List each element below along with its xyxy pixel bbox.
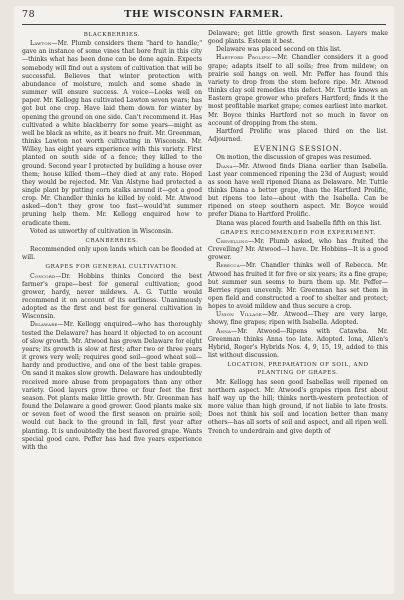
paragraph (208, 238, 388, 262)
paragraph (22, 273, 202, 322)
paragraph-text: Diana was placed fourth and Isabella fifth on this list. (216, 219, 382, 227)
paragraph-text: —Mr. Plumb considers them "hard to handle;" gave an instance of some vines that bore fruit in this city—thinks what has been done can be done again. Expects somebody will find out a system of cultivation that will be successful. Believes that winter protection with abundance of moisture, mulch and some shade in summer will ensure success. A voice—Looks well on paper. Mr. Kellogg has cultivated Lawton seven years; has got but one crop. Have laid them down for winter by opening the ground on one side. Can't recommend it. Has cultivated a white blackberry for some years—might as well be black as white, as it bears no fruit. Mr. Greenman, thinks Lawton not worth cultivating in Wisconsin. Mr. Willey, has eight years experience with this variety. First planted on south side of a fence; they killed to the ground. Second year I protected by building a house over them; house killed them—they died at any rate. Hoped they would be rejected. Mr. Van Alstyne had protected a single plant by putting corn stalks around it—got a good crop. Mr. Chandler thinks he killed by cold. Mr. Atwood asked—don't they grow too fast—would'nt summer pruning help them. Mr. Kellogg enquired how to eradicate them. (22, 40, 202, 227)
header-rule (22, 24, 386, 25)
variety-name: Anna (216, 327, 232, 335)
paragraph (208, 30, 388, 46)
paragraph-text: —Mr. Plumb asked, who has fruited the Crevelling? Mr. Atwood—I have. Dr. Hobbins—It is a good grower. (208, 237, 388, 262)
variety-name: Crevelling (216, 237, 248, 245)
right-column (208, 30, 388, 592)
section-heading: EVENING SESSION. (253, 144, 343, 154)
paragraph-text: —Mr. Chandler considers it a good grape; adapts itself to all soils; free from mildew; on prairie soil hangs on well. Mr. Peffer has found this variety to drop from the stem before ripe. Mr. Atwood thinks clay soil remedies this defect. Mr. Tuttle knows an Eastern grape grower who prefers Hartford; finds it the most profitable market grape; comes earliest into market. Mr. Boyce thinks Hartford not so much in favor on account of dropping from the stem. (208, 54, 388, 127)
paragraph-text: Delaware; get little growth first season. Layers make good plants. Esteem it best. (208, 30, 388, 46)
paragraph (208, 262, 388, 311)
paragraph (22, 246, 202, 262)
section-heading: BLACKBERRIES. (83, 32, 141, 38)
variety-name: Concord (30, 272, 56, 280)
paragraph-text: Recommended only upon lands which can be flooded at will. (22, 246, 202, 262)
paragraph (208, 54, 388, 127)
paragraph (208, 46, 388, 54)
paragraph (208, 328, 388, 361)
paragraph (22, 40, 202, 228)
variety-name: Rebecca (216, 262, 240, 270)
paragraph-text: —Mr. Atwood—Ripens with Catawba. Mr. Greenman thinks Anna too late. Adopted. Iona, Allen's Hybrid, Roger's Hybrids Nos. 4, 9, 15, 19, added to this list without discussion. (208, 327, 388, 360)
paragraph-text: —Mr. Atwood—They are very large, showy, fine grapes; ripen with Isabella. Adopted. (208, 311, 388, 327)
paragraph-text: On motion, the discussion of grapes was resumed. (216, 154, 372, 162)
paragraph (22, 228, 202, 236)
variety-name: Diana (216, 162, 233, 170)
paragraph-text: Voted as unworthy of cultivation in Wisconsin. (30, 227, 174, 235)
paragraph-text: Delaware was placed second on this list. (216, 46, 342, 54)
paragraph-text: Mr. Kellogg has seen good Isabellas well ripened on northern aspect. Mr. Atwood's grapes ripen first about half way up the hill; thinks north-western protection of more value than high ground, if not liable to late frosts. Does not think his soil and location better than many others—has all sorts of soil and aspect, and all ripen well. Trench to underdrain and give depth of (208, 378, 388, 435)
paragraph-text: —Mr. Chandler thinks well of Rebecca. Mr. Atwood has fruited it for five or six years; its a fine grape; but summer sun seems to burn them up. Mr. Peffer—Berries ripen unevenly. Mr. Greenman has set them in open field and constructed a roof to shelter and protect; hopes to avoid mildew and thus secure a crop. (208, 262, 388, 311)
variety-name: Union Village (216, 311, 262, 319)
paragraph (208, 128, 388, 144)
variety-name: Lawton (30, 40, 52, 48)
paragraph (208, 311, 388, 327)
paragraph-text: Hartford Prolific was placed third on the list. Adjourned. (208, 127, 388, 144)
paragraph (22, 321, 202, 452)
paragraph-text: —Mr. Atwood finds Diana earlier than Isabella. Last year commenced ripening the 23d of August; would as soon have well ripened Diana as Delaware. Mr. Tuttle thinks Diana a better grape, than the Hartford Prolific, but ripens too late—about with the Isabella. Can be ripened on steep southern aspect. Mr. Boyce would prefer Diana to Hartford Prolific. (208, 162, 388, 219)
section-heading: LOCATION, PREPARATION OF SOIL, AND PLANTING OF GRAPES. (227, 362, 369, 377)
variety-name: Hartford Prolific (216, 54, 272, 62)
section-heading: CRANBERRIES. (85, 237, 139, 244)
variety-name: Delaware (30, 321, 58, 329)
paragraph-text: —Dr. Hobbins thinks Concord the best farmer's grape—best for general cultivation; good grower, hardy, never mildews. A. G. Tuttle would recommend it on account of its earliness. Unanimously adopted as the first and best for general cultivation in Wisconsin. (22, 272, 202, 321)
left-column (22, 30, 202, 592)
page-number: 78 (22, 9, 36, 20)
section-heading: GRAPES FOR GENERAL CULTIVATION. (45, 264, 179, 271)
page-header (22, 8, 386, 22)
paragraph (208, 379, 388, 436)
page (14, 6, 394, 594)
paragraph-text: —Mr. Kellogg enquired—who has thoroughly tested the Delaware? has heard it objected to on account of slow growth. Mr. Atwood has grown Delaware for eight years; its growth is slow at first; after two or three years it grows very well; requires good soil—good wheat soil—hardy and productive, and one of the best table grapes. On sand it makes slow growth. Delaware has undoubtedly received more abuse from propagators than any other variety. Good layers grow three or four feet the first season. Pot plants make little growth. Mr. Greenman has found the Delaware a good grower. Good plants make six or seven feet of wood the first season on prairie soil; would cut back to the ground in fall, first year after planting. It is undoubtedly the best flavored grape. Wants special good care. Peffer has had five years experience with the (22, 321, 202, 451)
paragraph (208, 154, 388, 162)
page-title: THE WISCONSIN FARMER. (124, 9, 284, 20)
paragraph (208, 220, 388, 228)
section-heading: GRAPES RECOMMENDED FOR EXPERIMENT. (220, 229, 376, 236)
paragraph (208, 163, 388, 220)
